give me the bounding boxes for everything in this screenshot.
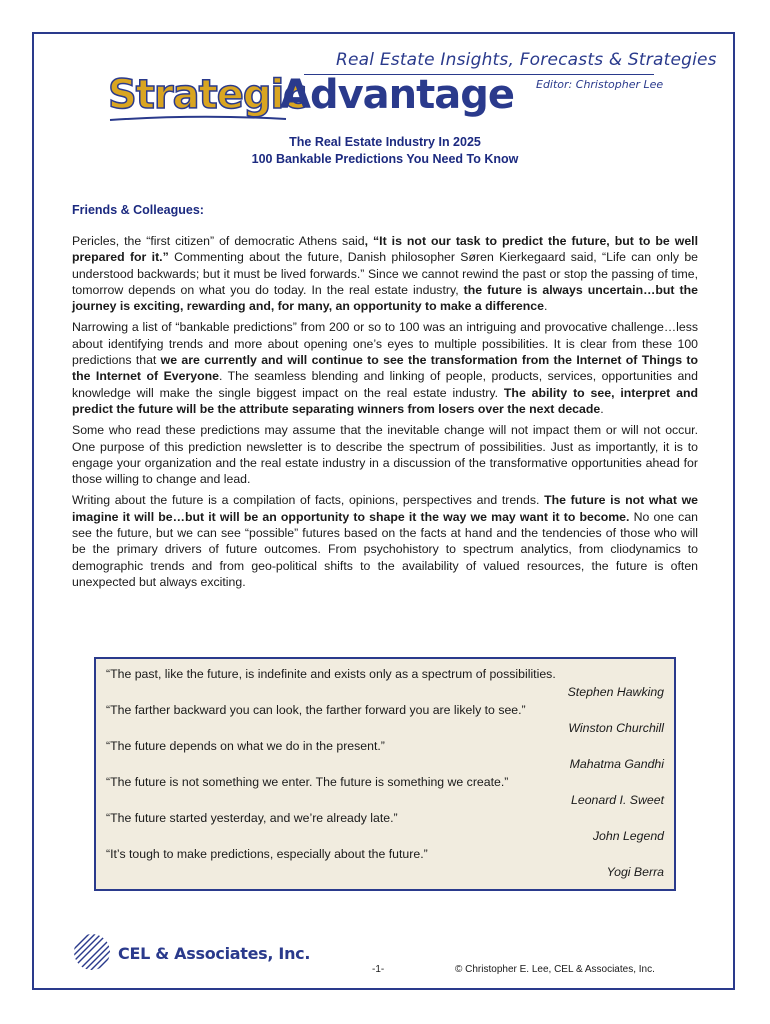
paragraph-text: . [543, 299, 548, 314]
quote-item [106, 701, 664, 737]
paragraph-text: Some who read these predictions may assume that the inevitable change will not impact them or will not occur. One purpose of this prediction newsletter is to describe the spectrum of possibilities. Just as importantly, it is to engage your organization and the real estate industry in a discussion of the transformative opportunities ahead for those willing to change and lead. [72, 423, 698, 487]
paragraph-1 [72, 233, 698, 314]
quote-author: Stephen Hawking [567, 685, 664, 699]
masthead-editor: Editor: Christopher Lee [536, 78, 664, 91]
quote-author: John Legend [592, 829, 664, 843]
quote-author: Yogi Berra [606, 865, 664, 879]
quote-item [106, 809, 664, 845]
copyright-notice: © Christopher E. Lee, CEL & Associates, Inc. [455, 964, 655, 975]
paragraph-text: . The seamless blending and linking of people, products, services, opportunities and knowledge will make the single biggest impact on the real estate industry. [72, 369, 698, 400]
paragraph-2 [72, 319, 698, 417]
paragraph-text: Commenting about the future, Danish philosopher Søren Kierkegaard said, “Life can only be understood backwards; but it must be lived forwards.” Since we cannot rewind the past or stop the passing of time, tomorrow depends on what you do today. In the real estate industry, [72, 250, 698, 297]
quote-box [94, 657, 676, 891]
quote-item [106, 665, 664, 701]
emphasis-text: the future is always uncertain…but the journey is exciting, rewarding and, for many, an opportunity to make a difference [72, 282, 698, 314]
salutation: Friends & Colleagues: [72, 203, 204, 217]
quote-text: “The past, like the future, is indefinite and exists only as a spectrum of possibilities. [106, 667, 556, 681]
quote-text: “The farther backward you can look, the farther forward you are likely to see.” [106, 703, 526, 717]
paragraph-text: Narrowing a list of “bankable predictions” from 200 or so to 100 was an intriguing and provocative challenge…less about identifying trends and more about opening one’s eyes to multiple possibilities. It is clear from these 100 predictions that [72, 320, 698, 368]
quote-text: “The future is not something we enter. The future is something we create.” [106, 775, 509, 789]
masthead [108, 48, 717, 126]
logo-word-strategic: Strategic [108, 72, 306, 118]
paragraph-text: Writing about the future is a compilation of facts, opinions, perspectives and trends. [72, 493, 545, 508]
paragraph-text: Pericles, the “first citizen” of democratic Athens said [72, 234, 365, 248]
quote-text: “It’s tough to make predictions, especially about the future.” [106, 847, 428, 861]
logo-word-advantage: Advantage [280, 72, 515, 118]
emphasis-text: , “It is not our task to predict the future, but to be well prepared for it.” [72, 234, 698, 265]
document-title: The Real Estate Industry In 2025 [289, 135, 481, 149]
emphasis-text: The future is not what we imagine it will be…but it will be an opportunity to shape it the way we may want it to become. [72, 493, 698, 524]
quote-author: Winston Churchill [568, 721, 664, 735]
document-subtitle: 100 Bankable Predictions You Need To Know [251, 152, 519, 166]
paragraph-3 [72, 422, 698, 487]
letter-body [72, 233, 698, 595]
footer-company-name: CEL & Associates, Inc. [118, 944, 311, 963]
quote-item [106, 773, 664, 809]
quote-author: Mahatma Gandhi [569, 757, 664, 771]
quote-text: “The future depends on what we do in the present.” [106, 739, 385, 753]
emphasis-text: The ability to see, interpret and predict the future will be the attribute separating winners from losers over the next decade [72, 385, 698, 416]
quote-author: Leonard I. Sweet [571, 793, 664, 807]
masthead-tagline: Real Estate Insights, Forecasts & Strategies [336, 50, 717, 70]
logo-swoosh-icon [108, 114, 288, 124]
quote-text: “The future started yesterday, and we’re already late.” [106, 811, 398, 825]
paragraph-text: . [600, 401, 604, 416]
emphasis-text: we are currently and will continue to see the transformation from the Internet of Things to the Internet of Everyone [72, 353, 698, 384]
paragraph-4 [72, 492, 698, 590]
page-number: -1- [372, 964, 385, 975]
quote-item [106, 737, 664, 773]
quote-item [106, 845, 664, 881]
footer-logo [72, 932, 311, 972]
globe-logo-icon [72, 932, 112, 972]
paragraph-text: No one can see the future, but we can see “possible” futures based on the facts at hand and the tendencies of those who will be the primary drivers of future outcomes. From psychohistory to spectrum analytics, from cliodynamics to demographic trends and from geo-political shifts to the availability of valued resources, the future is often unexpected but always exciting. [72, 509, 698, 589]
